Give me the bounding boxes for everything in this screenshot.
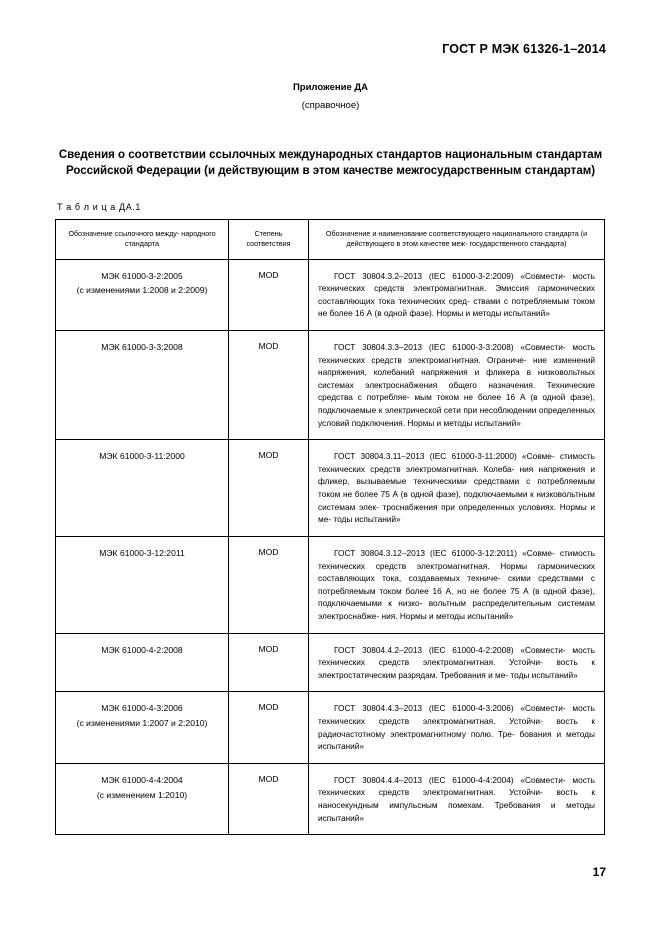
reference-amendments: (с изменениями 1:2008 и 2:2009) [76, 285, 208, 296]
table-row [56, 259, 605, 330]
cell-national: ГОСТ 30804.3.11–2013 (IEC 61000-3-11:2000) «Совме- стимость технических средств электромагнитная. Колеба- ния напряжения и фликер, вызываемые техническими средствами с потребляемым током не более 75 А (в одной фазе), подключаемыми к низковольтным системам элек- троснабжения при определенных условиях. Нормы и ме- тоды испытаний» [309, 440, 605, 537]
table-row [56, 692, 605, 763]
column-header-reference: Обозначение ссылочного между- народного стандарта [56, 219, 229, 259]
cell-national: ГОСТ 30804.4.2–2013 (IEC 61000-4-2:2008) «Совмести- мость технических средств электромагнитная. Устойчи- вость к электростатическим разрядам. Требования и ме- тоды испытаний» [309, 633, 605, 692]
table-header [56, 219, 605, 259]
reference-code: МЭК 61000-4-3:2006 [101, 703, 183, 714]
table-caption: Т а б л и ц а ДА.1 [57, 201, 142, 212]
column-header-national: Обозначение и наименование соответствующего национального стандарта (и действующего в этом качестве меж- государственного стандарта) [309, 219, 605, 259]
column-header-degree: Степень соответствия [229, 219, 309, 259]
cell-reference [56, 330, 229, 439]
page-title: Сведения о соответствии ссылочных международных стандартов национальным стандартам Российской Федерации (и действующим в этом качестве межгосударственным стандартам) [58, 149, 603, 178]
cell-reference [56, 692, 229, 763]
document-header: ГОСТ Р МЭК 61326-1–2014 [442, 42, 606, 56]
reference-code: МЭК 61000-4-2:2008 [101, 644, 183, 655]
cell-reference [56, 536, 229, 633]
table-row [56, 763, 605, 834]
table-header-row [56, 219, 605, 259]
reference-amendments: (с изменением 1:2010) [96, 789, 188, 800]
cell-degree: MOD [229, 440, 309, 537]
table-row [56, 330, 605, 439]
table-row [56, 536, 605, 633]
appendix-type: (справочное) [301, 100, 360, 111]
table-row [56, 633, 605, 692]
cell-degree: MOD [229, 536, 309, 633]
cell-reference [56, 259, 229, 330]
cell-national: ГОСТ 30804.3.2–2013 (IEC 61000-3-2:2009) «Совмести- мость технических средств электромагнитная. Эмиссия гармонических составляющих тока технических сред- ствами с потребляемым током не более 16 А (в одной фазе). Нормы и методы испытаний» [309, 259, 605, 330]
page-number: 17 [592, 865, 606, 879]
cell-reference [56, 633, 229, 692]
cell-degree: MOD [229, 330, 309, 439]
cell-degree: MOD [229, 763, 309, 834]
cell-national: ГОСТ 30804.4.4–2013 (IEC 61000-4-4:2004) «Совмести- мость технических средств электромагнитная. Устойчи- вость к наносекундным импульсным помехам. Требования и методы испытаний» [309, 763, 605, 834]
cell-reference [56, 763, 229, 834]
cell-national: ГОСТ 30804.3.12–2013 (IEC 61000-3-12:2011) «Совме- стимость технических средств электромагнитная. Нормы гармонических составляющих тока, создаваемых техниче- скими средствами с потребляемым током более 16 А, но не более 75 А (в одной фазе), подключаемыми к низко- вольтным распределительным системам электроснабже- ния. Нормы и методы испытаний» [309, 536, 605, 633]
reference-code: МЭК 61000-4-4:2004 [101, 774, 183, 785]
cell-reference [56, 440, 229, 537]
cell-national: ГОСТ 30804.3.3–2013 (IEC 61000-3-3:2008) «Совмести- мость технических средств электромагнитная. Ограниче- ние изменений напряжения, колебаний напряжения и фликера в низковольтных системах электроснабжения общего назначения. Технические средства с потребляе- мым током не более 16 А (в одной фазе), подключаемые к электрической сети при несоблюдении определенных условий подключения. Нормы и методы испытаний» [309, 330, 605, 439]
appendix-label: Приложение ДА [292, 82, 369, 93]
reference-code: МЭК 61000-3-12:2011 [99, 547, 185, 558]
cell-national: ГОСТ 30804.4.3–2013 (IEC 61000-4-3:2006) «Совмести- мость технических средств электромагнитная. Устойчи- вость к радиочастотному электромагнитному полю. Тре- бования и методы испытаний» [309, 692, 605, 763]
cell-degree: MOD [229, 633, 309, 692]
correspondence-table [55, 219, 605, 836]
cell-degree: MOD [229, 259, 309, 330]
table-body [56, 259, 605, 835]
reference-code: МЭК 61000-3-3:2008 [101, 341, 183, 352]
cell-degree: MOD [229, 692, 309, 763]
reference-code: МЭК 61000-3-11:2000 [99, 451, 185, 462]
reference-code: МЭК 61000-3-2:2005 [101, 270, 183, 281]
reference-amendments: (с изменениями 1:2007 и 2:2010) [76, 718, 208, 729]
table-row [56, 440, 605, 537]
